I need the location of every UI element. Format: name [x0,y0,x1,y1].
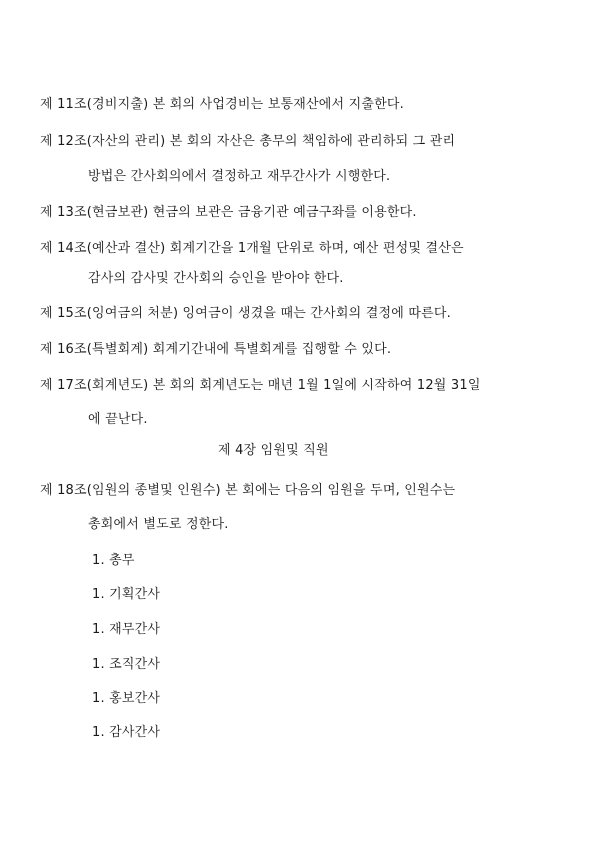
article-16-line: 제 16조(특별회계) 회계기간내에 특별회계를 집행할 수 있다. [40,342,392,357]
article-17-line-1: 제 17조(회계년도) 본 회의 회계년도는 매년 1월 1일에 시작하여 12월 31일 [40,378,481,393]
article-13-line: 제 13조(현금보관) 현금의 보관은 금융기관 예금구좌를 이용한다. [40,205,417,220]
article-18-line-1: 제 18조(임원의 종별및 인원수) 본 회에는 다음의 임원을 두며, 인원수는 [40,483,456,498]
article-12-line-2: 방법은 간사회의에서 결정하고 재무간사가 시행한다. [88,169,391,184]
article-11-line: 제 11조(경비지출) 본 회의 사업경비는 보통재산에서 지출한다. [40,97,405,112]
officer-list-item: 1. 홍보간사 [92,691,161,706]
article-12-line-1: 제 12조(자산의 관리) 본 회의 자산은 총무의 책임하에 관리하되 그 관리 [40,134,456,149]
article-17-line-2: 에 끝난다. [88,412,148,427]
article-14-line-2: 감사의 감사및 간사회의 승인을 받아야 한다. [88,271,344,286]
chapter-4-heading: 제 4장 임원및 직원 [218,443,329,458]
officer-list-item: 1. 재무간사 [92,622,161,637]
article-15-line: 제 15조(잉여금의 처분) 잉여금이 생겼을 때는 간사회의 결정에 따른다. [40,306,451,321]
article-18-line-2: 총회에서 별도로 정한다. [88,517,229,532]
officer-list-item: 1. 조직간사 [92,657,161,672]
article-14-line-1: 제 14조(예산과 결산) 회계기간을 1개월 단위로 하며, 예산 편성및 결산은 [40,241,464,256]
officer-list-item: 1. 총무 [92,553,135,568]
officer-list-item: 1. 감사간사 [92,725,161,740]
officer-list-item: 1. 기획간사 [92,587,161,602]
